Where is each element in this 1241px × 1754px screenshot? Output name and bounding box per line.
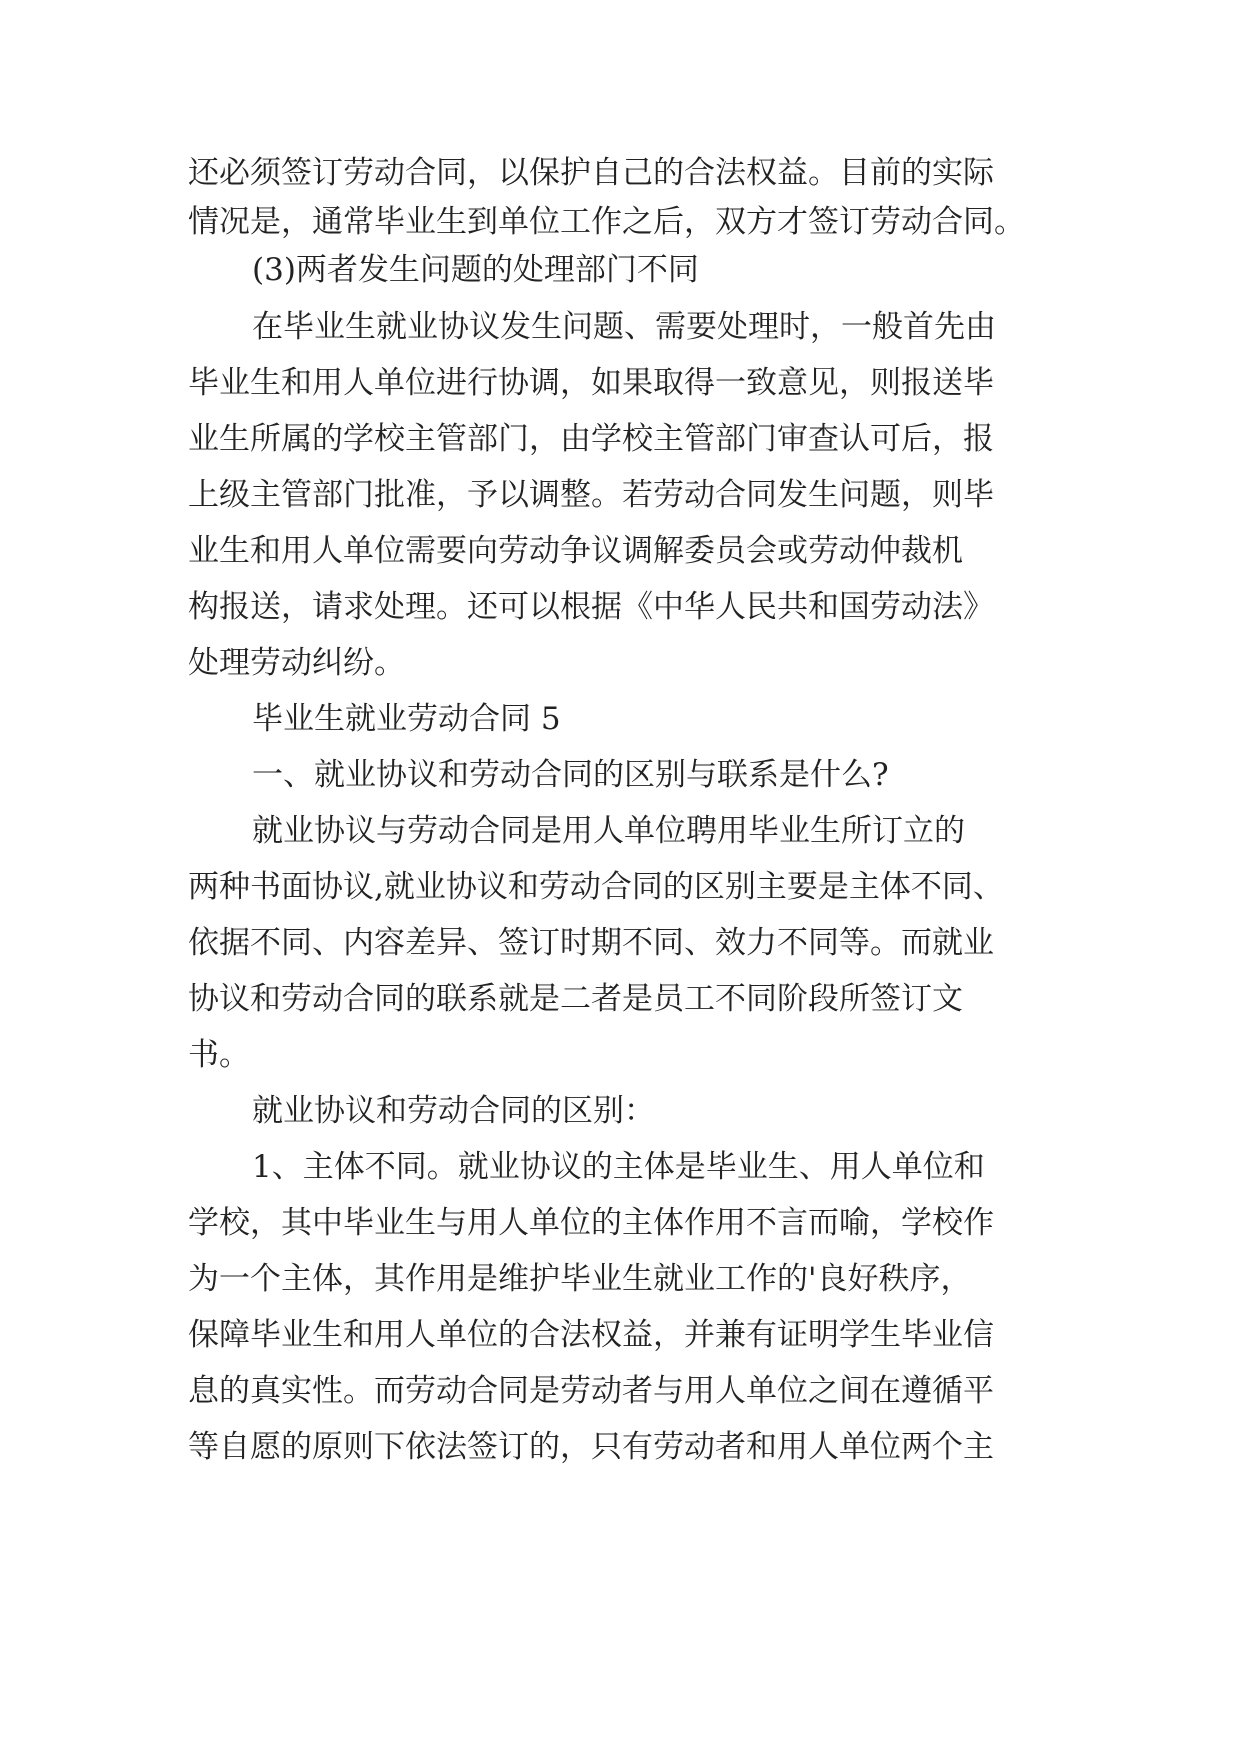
text-line: 1、主体不同。就业协议的主体是毕业生、用人单位和 (252, 1149, 985, 1185)
text-line: 保障毕业生和用人单位的合法权益，并兼有证明学生毕业信 (188, 1317, 994, 1353)
text-line: 情况是，通常毕业生到单位工作之后，双方才签订劳动合同。 (188, 204, 1025, 240)
text-line: 处理劳动纠纷。 (188, 645, 405, 681)
text-line: 协议和劳动合同的联系就是二者是员工不同阶段所签订文 (188, 981, 963, 1017)
text-line: 还必须签订劳动合同，以保护自己的合法权益。目前的实际 (188, 155, 994, 191)
text-line: 息的真实性。而劳动合同是劳动者与用人单位之间在遵循平 (188, 1373, 994, 1409)
text-line: 依据不同、内容差异、签订时期不同、效力不同等。而就业 (188, 925, 994, 961)
text-line: 业生和用人单位需要向劳动争议调解委员会或劳动仲裁机 (188, 533, 963, 569)
text-line: 书。 (188, 1037, 250, 1073)
text-line: 毕业生和用人单位进行协调，如果取得一致意见，则报送毕 (188, 365, 994, 401)
text-line: 上级主管部门批准，予以调整。若劳动合同发生问题，则毕 (188, 477, 994, 513)
text-line: 一、就业协议和劳动合同的区别与联系是什么? (252, 757, 889, 793)
text-line: 毕业生就业劳动合同 5 (252, 701, 561, 737)
text-line: 两种书面协议,就业协议和劳动合同的区别主要是主体不同、 (188, 869, 1004, 905)
text-line: 业生所属的学校主管部门，由学校主管部门审查认可后，报 (188, 421, 994, 457)
text-line: 就业协议与劳动合同是用人单位聘用毕业生所订立的 (252, 813, 965, 849)
text-line: 构报送，请求处理。还可以根据《中华人民共和国劳动法》 (188, 589, 994, 625)
text-line: 就业协议和劳动合同的区别： (252, 1093, 655, 1129)
text-line: 在毕业生就业协议发生问题、需要处理时，一般首先由 (252, 309, 996, 345)
text-line: 为一个主体，其作用是维护毕业生就业工作的'良好秩序， (188, 1261, 972, 1297)
text-line: (3)两者发生问题的处理部门不同 (252, 252, 699, 288)
text-line: 学校，其中毕业生与用人单位的主体作用不言而喻，学校作 (188, 1205, 994, 1241)
text-line: 等自愿的原则下依法签订的，只有劳动者和用人单位两个主 (188, 1429, 994, 1465)
